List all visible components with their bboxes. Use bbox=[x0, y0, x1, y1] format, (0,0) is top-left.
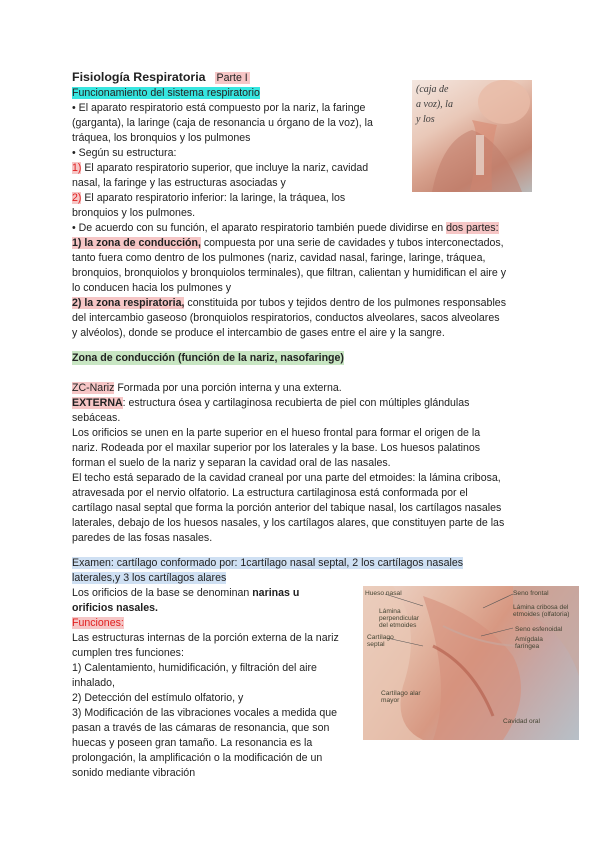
list-text: El aparato respiratorio superior, que incluye la nariz, cavidad bbox=[81, 162, 369, 174]
respiratory-illustration bbox=[412, 80, 532, 192]
narinas-line bbox=[72, 586, 299, 601]
label-hueso-nasal: Hueso nasal bbox=[365, 590, 402, 597]
para-line: paredes de las fosas nasales. bbox=[72, 532, 213, 544]
list-number: 2) bbox=[72, 192, 82, 204]
para-line: huecas y poseen gran tamaño. La resonancia es la bbox=[72, 737, 313, 749]
para-line: laterales, debajo de los huesos nasales, y los cartílagos alares, que constituyen parte de las bbox=[72, 517, 505, 529]
para-line: atravesada por el nervio olfatorio. La estructura cartilaginosa está conformada por el bbox=[72, 487, 468, 499]
photo-text-1: (caja de bbox=[416, 84, 449, 95]
para-line: pasan a través de las cámaras de resonancia, que son bbox=[72, 722, 330, 734]
para-text: • De acuerdo con su función, el aparato respiratorio también puede dividirse en bbox=[72, 222, 447, 234]
para-line: Las estructuras internas de la porción externa de la nariz bbox=[72, 632, 339, 644]
para-line: bronquios y los pulmones. bbox=[72, 207, 196, 219]
para-line: y alvéolos), donde se produce el intercambio de gases entre el aire y la sangre. bbox=[72, 327, 445, 339]
title-part-badge: Parte I bbox=[216, 72, 248, 84]
para-line: nariz. Rodeada por el maxilar superior por los laterales y la base. Los huesos palatinos bbox=[72, 442, 481, 454]
narinas-text: Los orificios de la base se denominan bbox=[72, 587, 253, 599]
function-3: 3) Modificación de las vibraciones vocales a medida que bbox=[72, 707, 337, 719]
para-line: lo conducen hacia los pulmones y bbox=[72, 282, 232, 294]
para-line: forman el suelo de la nariz y separan la cavidad oral de las nasales. bbox=[72, 457, 391, 469]
para-line: • El aparato respiratorio está compuesto por la nariz, la faringe bbox=[72, 102, 366, 114]
zone-text: constituida por tubos y tejidos dentro de los pulmones responsables bbox=[184, 297, 506, 309]
photo-text-3: y los bbox=[416, 114, 435, 125]
externa-line bbox=[72, 396, 469, 411]
label-cartilago-alar: Cartílago alar mayor bbox=[381, 690, 421, 704]
nasal-anatomy-photo bbox=[363, 586, 579, 740]
para-line: inhalado, bbox=[72, 677, 116, 689]
para-line: El techo está separado de la cavidad craneal por una parte del etmoides: la lámina cribosa, bbox=[72, 472, 501, 484]
para-line: prolongación, la amplificación o la modificación de un bbox=[72, 752, 323, 764]
label-seno-frontal: Seno frontal bbox=[513, 590, 549, 597]
externa-text: : estructura ósea y cartilaginosa recubierta de piel con múltiples glándulas bbox=[122, 397, 470, 409]
para-line: sebáceas. bbox=[72, 412, 121, 424]
label-amigdala-faringea: Amígdala faríngea bbox=[515, 636, 543, 650]
para-line: Los orificios se unen en la parte superior en el hueso frontal para formar el origen de la bbox=[72, 427, 481, 439]
zc-line bbox=[72, 381, 342, 396]
para-line: cartílago nasal septal que forma la porción anterior del tabique nasal, los cartílagos nasales bbox=[72, 502, 502, 514]
page-title bbox=[72, 70, 250, 86]
externa-label: EXTERNA bbox=[72, 397, 123, 409]
label-lamina-perpendicular: Lámina perpendicular del etmoides bbox=[379, 608, 419, 629]
highlight-dos-partes: dos partes: bbox=[446, 222, 499, 234]
zc-text: Formada por una porción interna y una externa. bbox=[114, 382, 342, 394]
photo-text-2: a voz), la bbox=[416, 99, 453, 110]
section-heading-funcionamiento: Funcionamiento del sistema respiratorio bbox=[72, 87, 260, 99]
label-seno-esfenoidal: Seno esfenoidal bbox=[515, 626, 563, 633]
section-heading-zona-conduccion: Zona de conducción (función de la nariz, nasofaringe) bbox=[72, 352, 344, 364]
label-lamina-cribosa: Lámina cribosa del etmoides (olfatoria) bbox=[513, 604, 570, 618]
para-line: • Según su estructura: bbox=[72, 147, 177, 159]
list-number: 1) bbox=[72, 162, 82, 174]
zone-1-label: 1) la zona de conducción, bbox=[72, 237, 201, 249]
funciones-heading: Funciones: bbox=[72, 617, 124, 629]
para-line: bronquios, bronquiolos y bronquiolos terminales), que filtran, calientan y humidifican el aire y bbox=[72, 267, 506, 279]
zone-2 bbox=[72, 296, 506, 311]
zone-text: compuesta por una serie de cavidades y tubos interconectados, bbox=[200, 237, 504, 249]
para-line: del intercambio gaseoso (bronquiolos respiratorios, conductos alveolares, sacos alveolares bbox=[72, 312, 500, 324]
para-line: tráquea, los bronquios y los pulmones bbox=[72, 132, 251, 144]
zone-1 bbox=[72, 236, 504, 251]
para-line: (garganta), la laringe (caja de resonancia u órgano de la voz), la bbox=[72, 117, 373, 129]
label-cartilago-septal: Cartílago septal bbox=[367, 634, 394, 648]
para-line: tanto fuera como dentro de los pulmones (nariz, cavidad nasal, faringe, laringe, tráquea, bbox=[72, 252, 486, 264]
zc-label: ZC-Nariz bbox=[72, 382, 115, 394]
function-2: 2) Detección del estímulo olfatorio, y bbox=[72, 692, 244, 704]
respiratory-system-photo bbox=[412, 80, 532, 192]
para-line bbox=[72, 221, 499, 236]
narinas-term: narinas u bbox=[252, 587, 300, 599]
function-1: 1) Calentamiento, humidificación, y filtración del aire bbox=[72, 662, 317, 674]
title-main: Fisiología Respiratoria bbox=[72, 70, 206, 84]
list-text: El aparato respiratorio inferior: la laringe, la tráquea, los bbox=[81, 192, 346, 204]
para-line: nasal, la faringe y las estructuras asociadas y bbox=[72, 177, 286, 189]
exam-note: Examen: cartílago conformado por: 1cartílago nasal septal, 2 los cartílagos nasales bbox=[72, 557, 464, 569]
narinas-term-cont: orificios nasales. bbox=[72, 602, 158, 614]
para-line: cumplen tres funciones: bbox=[72, 647, 184, 659]
list-item-2 bbox=[72, 191, 345, 206]
label-cavidad-oral: Cavidad oral bbox=[503, 718, 541, 725]
list-item-1 bbox=[72, 161, 368, 176]
para-line: sonido mediante vibración bbox=[72, 767, 196, 779]
exam-note-cont: laterales,y 3 los cartílagos alares bbox=[72, 572, 227, 584]
zone-2-label: 2) la zona respiratoria, bbox=[72, 297, 185, 309]
